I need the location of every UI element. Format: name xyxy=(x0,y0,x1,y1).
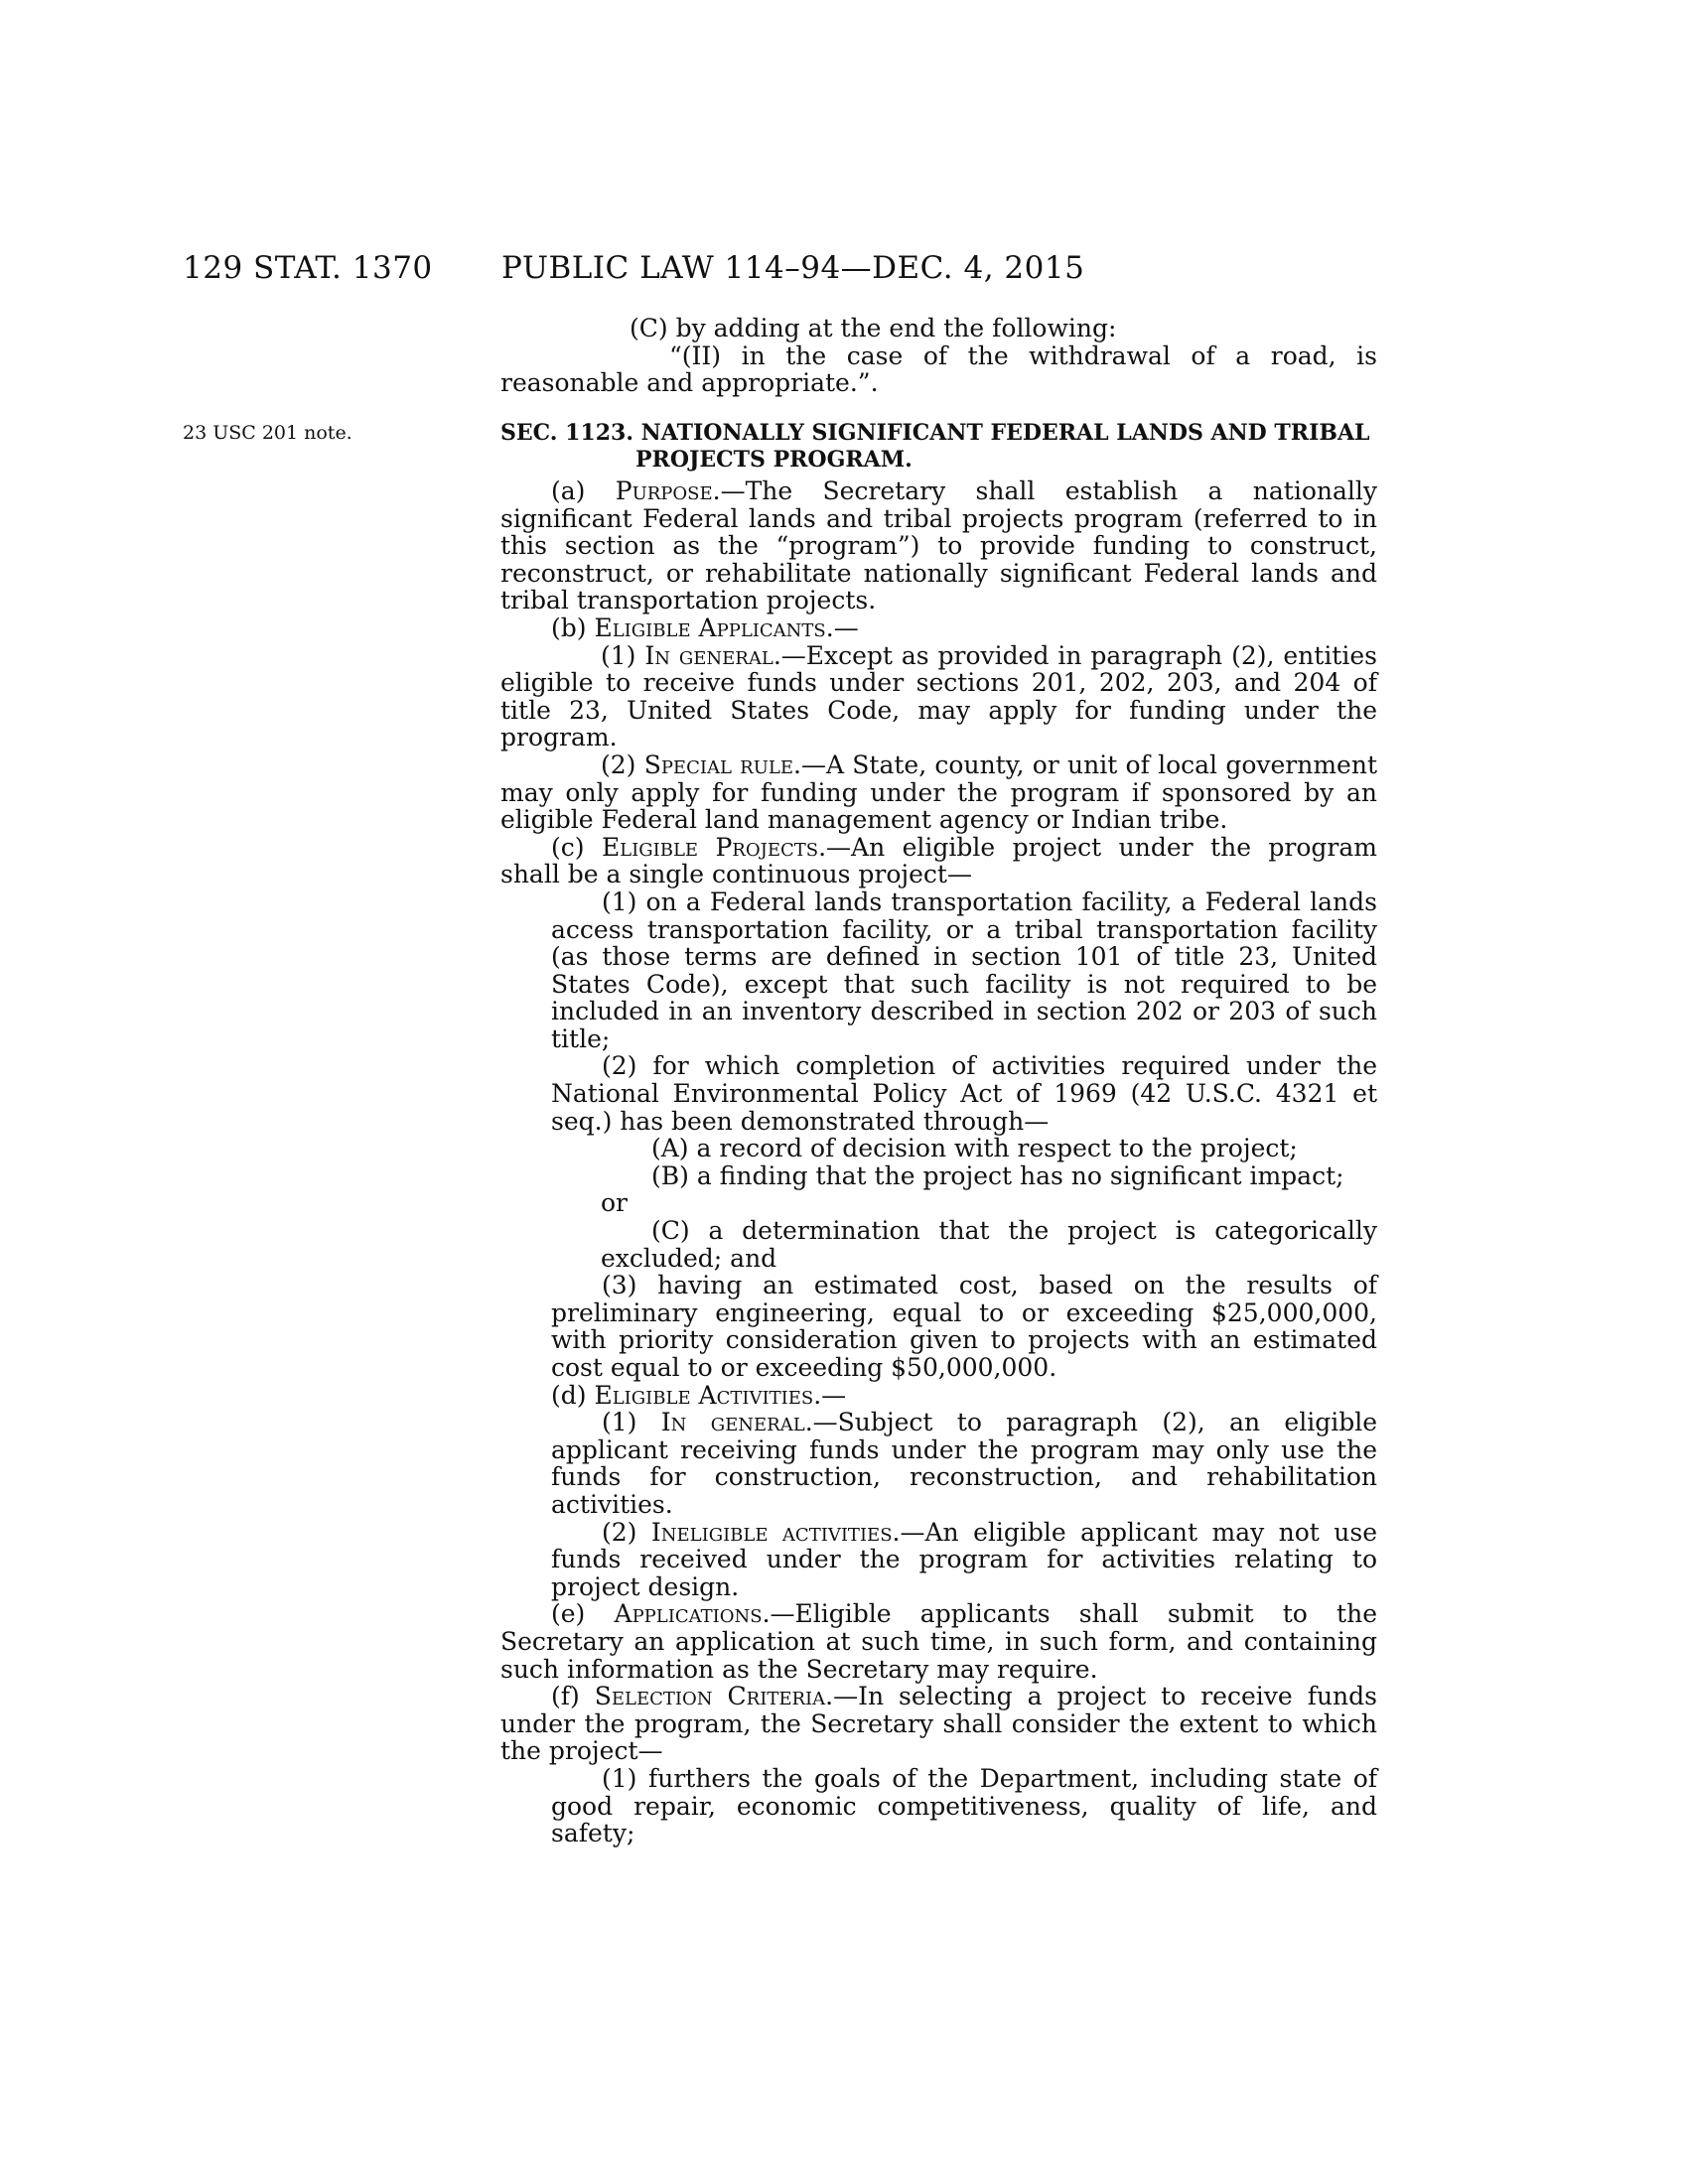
subsection-a-heading: Purpose xyxy=(615,477,713,505)
subsection-d-heading: Eligible Activities xyxy=(594,1380,814,1410)
paragraph-f1: (1) furthers the goals of the Department, including state of good repair, economic competitiveness, quality of life, and safety; xyxy=(551,1763,1377,1848)
section-heading-line2: PROJECTS PROGRAM. xyxy=(635,447,913,473)
subparagraph-c2B: (B) a finding that the project has no significant impact; xyxy=(651,1160,1344,1190)
section-heading xyxy=(500,420,1377,474)
paragraph-d2-heading: Ineligible activities xyxy=(650,1517,893,1547)
statute-page-number: 129 STAT. 1370 xyxy=(183,250,433,286)
section-body xyxy=(500,478,1377,1847)
paragraph-b2: (2) Special rule.—A State, county, or unit of local government may only apply for funding under the program if sponsored by an eligible Federal land management agency or Indian tribe. xyxy=(500,750,1378,835)
subsection-b: (b) Eligible Applicants.— xyxy=(551,613,859,642)
subsection-a: (a) Purpose.—The Secretary shall establish a nationally significant Federal lands and tribal projects program (referred to in this section as the “program”) to provide funding to construct, reconstruct, or rehabilitate nationally significant Federal lands and tribal transportation projects. xyxy=(500,477,1377,615)
paragraph-c1: (1) on a Federal lands transportation facility, a Federal lands access transportation facility, or a tribal transportation facility (as those terms are defined in section 101 of title 23, United States Code), except that such facility is not required to be included in an inventory described in section 202 or 203 of such title; xyxy=(551,887,1377,1053)
paragraph-d2: (2) Ineligible activities.—An eligible applicant may not use funds received under the program for activities relating to project design. xyxy=(551,1517,1378,1601)
paragraph-b1: (1) In general.—Except as provided in paragraph (2), entities eligible to receive funds under sections 201, 202, 203, and 204 of title 23, United States Code, may apply for funding under the program. xyxy=(500,640,1377,752)
subsection-f-heading: Selection Criteria xyxy=(594,1682,826,1711)
section-heading-line1: SEC. 1123. NATIONALLY SIGNIFICANT FEDERAL LANDS AND TRIBAL xyxy=(500,420,1370,446)
paragraph-c2: (2) for which completion of activities required under the National Environmental Policy Act of 1969 (42 U.S.C. 4321 et seq.) has been demonstrated through— xyxy=(551,1051,1377,1136)
paragraph-b2-heading: Special rule xyxy=(643,750,793,779)
paragraph-b1-heading: In general xyxy=(644,640,774,670)
subparagraph-c2-or: or xyxy=(601,1188,629,1218)
subsection-e: (e) Applications.—Eligible applicants shall submit to the Secretary an application at such time, in such form, and containing such information as the Secretary may require. xyxy=(500,1599,1377,1684)
subsection-b-heading: Eligible Applicants xyxy=(594,613,826,642)
amendment-c: (C) by adding at the end the following: xyxy=(630,314,1117,342)
subsection-c: (c) Eligible Projects.—An eligible project under the program shall be a single continuous project— xyxy=(500,832,1377,889)
margin-note: 23 USC 201 note. xyxy=(183,422,352,444)
amendment-ii: “(II) in the case of the withdrawal of a road, is reasonable and appropriate.”. xyxy=(500,341,1377,398)
subsection-d: (d) Eligible Activities.— xyxy=(551,1380,847,1410)
paragraph-d1-heading: In general xyxy=(660,1408,805,1437)
subsection-f: (f) Selection Criteria.—In selecting a project to receive funds under the program, the Secretary shall consider the extent to which the project— xyxy=(500,1682,1377,1766)
preceding-amendment xyxy=(500,315,1377,397)
paragraph-c3: (3) having an estimated cost, based on the results of preliminary engineering, equal to or exceeding $25,000,000, with priority consideration given to projects with an estimated cost equal to or exceeding $50,000,000. xyxy=(551,1271,1377,1382)
subparagraph-c2A: (A) a record of decision with respect to the project; xyxy=(651,1134,1298,1163)
paragraph-d1: (1) In general.—Subject to paragraph (2), an eligible applicant receiving funds under the program may only use the funds for construction, reconstruction, and rehabilitation activities. xyxy=(551,1408,1378,1519)
subparagraph-c2C: (C) a determination that the project is categorically excluded; and xyxy=(601,1216,1377,1273)
running-header-title: PUBLIC LAW 114–94—DEC. 4, 2015 xyxy=(501,250,1085,286)
subsection-e-heading: Applications xyxy=(614,1599,763,1629)
subsection-c-heading: Eligible Projects xyxy=(601,832,819,862)
